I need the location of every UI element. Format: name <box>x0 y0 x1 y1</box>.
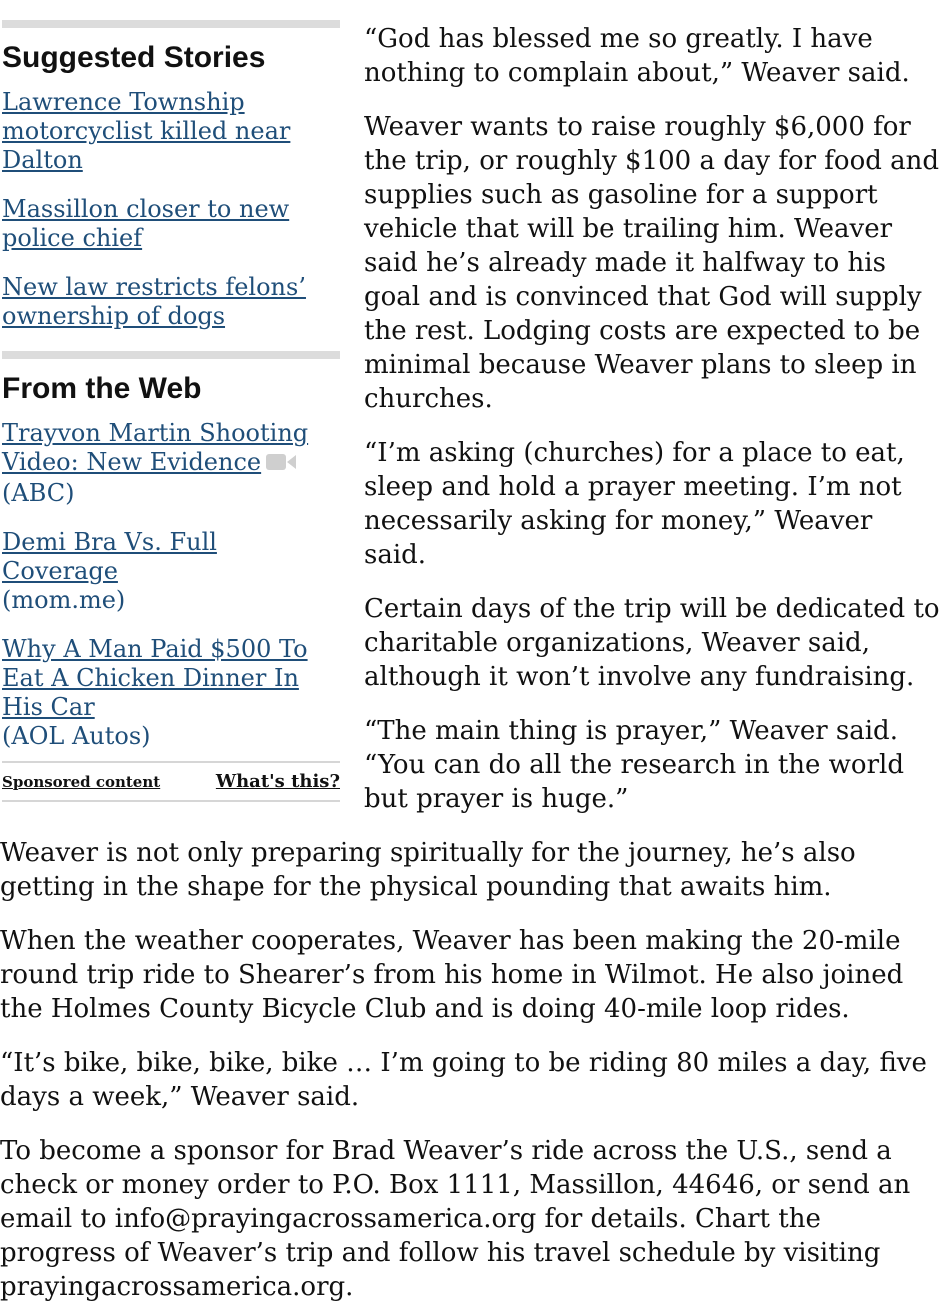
article-paragraph: Weaver wants to raise roughly $6,000 for the trip, or roughly $100 a day for food and supplies such as gasoline for a support vehicle that will be trailing him. Weaver said he’s already made it halfway to his goal and is convinced that God will supply the rest. Lodging costs are expected to be minimal because Weaver plans to sleep in churches. <box>364 112 940 414</box>
web-story-link[interactable]: Why A Man Paid $500 To Eat A Chicken Dinner In His Car <box>2 635 308 721</box>
suggested-stories-list <box>2 88 340 331</box>
article-paragraph: “I’m asking (churches) for a place to eat, sleep and hold a prayer meeting. I’m not necessarily asking for money,” Weaver said. <box>364 438 905 570</box>
article-paragraph: When the weather cooperates, Weaver has been making the 20-mile round trip ride to Shearer’s from his home in Wilmot. He also joined the Holmes County Bicycle Club and is doing 40-mile loop rides. <box>0 926 904 1024</box>
sidebar <box>0 0 340 802</box>
suggested-story-link[interactable]: New law restricts felons’ ownership of dogs <box>2 273 306 330</box>
list-item <box>2 195 340 253</box>
list-item <box>2 88 340 175</box>
sponsored-content-link[interactable]: Sponsored content <box>2 772 161 791</box>
article-paragraph: Weaver is not only preparing spiritually for the journey, he’s also getting in the shape for the physical pounding that awaits him. <box>0 838 856 902</box>
suggested-story-link[interactable]: Lawrence Township motorcyclist killed near Dalton <box>2 88 291 174</box>
web-story-link[interactable]: Trayvon Martin Shooting Video: New Evidence <box>2 419 309 476</box>
article-paragraph: To become a sponsor for Brad Weaver’s ride across the U.S., send a check or money order to P.O. Box 1111, Massillon, 44646, or send an email to info@prayingacrossamerica.org for details. Chart the progress of Weaver’s trip and follow his travel schedule by visiting prayingacrossamerica.org. <box>0 1136 911 1302</box>
sponsored-content-bar <box>2 761 340 802</box>
web-story-source: (ABC) <box>2 479 75 507</box>
list-item <box>2 635 340 751</box>
video-camera-icon <box>265 450 297 479</box>
web-story-source: (mom.me) <box>2 586 126 614</box>
from-the-web-list <box>2 419 340 751</box>
article-paragraph: “It’s bike, bike, bike, bike … I’m going to be riding 80 miles a day, five days a week,” Weaver said. <box>0 1048 927 1112</box>
article-paragraph: “God has blessed me so greatly. I have nothing to complain about,” Weaver said. <box>364 24 910 88</box>
web-story-link[interactable]: Demi Bra Vs. Full Coverage <box>2 528 217 585</box>
web-story-source: (AOL Autos) <box>2 722 151 750</box>
whats-this-link[interactable]: What's this? <box>215 771 340 792</box>
list-item <box>2 528 340 615</box>
section-divider <box>2 351 340 359</box>
suggested-stories-heading: Suggested Stories <box>2 41 266 74</box>
suggested-story-link[interactable]: Massillon closer to new police chief <box>2 195 290 252</box>
section-divider <box>2 20 340 28</box>
article-paragraph: “The main thing is prayer,” Weaver said. “You can do all the research in the world but prayer is huge.” <box>364 716 904 814</box>
from-the-web-heading: From the Web <box>2 372 202 405</box>
list-item <box>2 273 340 331</box>
article-paragraph: Certain days of the trip will be dedicated to charitable organizations, Weaver said, although it won’t involve any fundraising. <box>364 594 940 692</box>
list-item <box>2 419 340 508</box>
